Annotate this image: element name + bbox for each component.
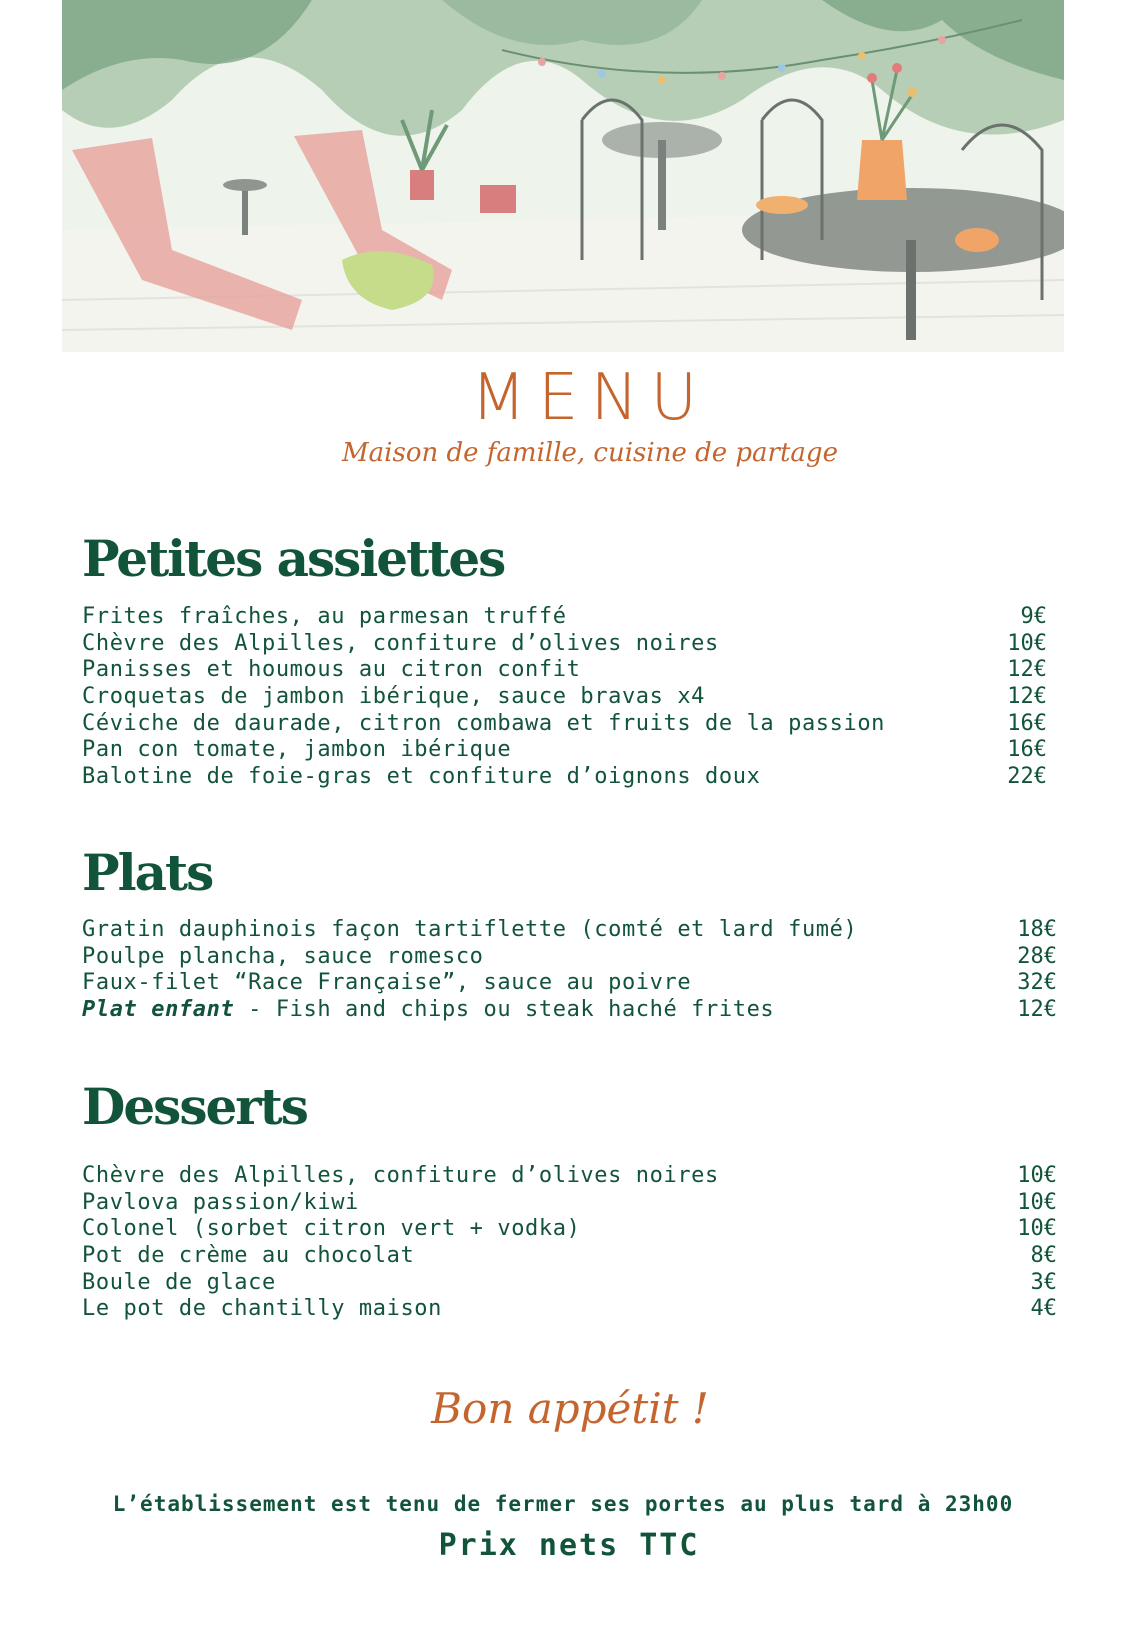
item-price: 18€ (1017, 917, 1057, 942)
item-price: 10€ (1017, 1163, 1057, 1188)
item-name (82, 997, 774, 1024)
item-name: Pot de crème au chocolat (82, 1243, 415, 1269)
section-petites-assiettes (82, 604, 1047, 791)
item-price: 16€ (1007, 710, 1047, 736)
item-price: 10€ (1017, 1216, 1057, 1242)
item-name: Le pot de chantilly maison (82, 1296, 442, 1322)
closing-notice: L’établissement est tenu de fermer ses portes au plus tard à 23h00 (112, 1492, 1014, 1516)
menu-item (82, 1243, 1057, 1270)
item-price: 8€ (1030, 1243, 1057, 1269)
menu-item (82, 1163, 1057, 1190)
item-price: 22€ (1007, 764, 1047, 790)
menu-item (82, 737, 1047, 764)
kids-description: - Fish and chips ou steak haché frites (234, 997, 775, 1023)
item-name: Céviche de daurade, citron combawa et fruits de la passion (82, 710, 886, 736)
menu-item (82, 684, 1047, 711)
menu-item (82, 1190, 1057, 1217)
menu-item (82, 604, 1047, 631)
menu-item (82, 1270, 1057, 1297)
item-price: 12€ (1017, 997, 1057, 1023)
item-price: 10€ (1017, 1189, 1057, 1215)
item-price: 32€ (1017, 970, 1057, 996)
hero-illustration (62, 0, 1064, 352)
section-title-plats: Plats (82, 843, 213, 902)
item-name: Faux-filet “Race Française”, sauce au poivre (82, 970, 692, 996)
menu-item (82, 631, 1047, 658)
menu-item (82, 657, 1047, 684)
item-name: Chèvre des Alpilles, confiture d’olives noires (82, 630, 719, 656)
item-name: Colonel (sorbet citron vert + vodka) (82, 1216, 581, 1242)
item-name: Gratin dauphinois façon tartiflette (comté et lard fumé) (82, 917, 858, 942)
menu-item (82, 1296, 1057, 1323)
menu-item (82, 944, 1057, 971)
prices-note: Prix nets TTC (438, 1528, 700, 1563)
item-name: Pan con tomate, jambon ibérique (82, 737, 512, 763)
item-price: 10€ (1007, 630, 1047, 656)
item-price: 12€ (1007, 657, 1047, 683)
item-name: Pavlova passion/kiwi (82, 1189, 359, 1215)
item-name: Panisses et houmous au citron confit (82, 657, 581, 683)
section-desserts (82, 1163, 1057, 1323)
item-name: Poulpe plancha, sauce romesco (82, 943, 484, 969)
item-price: 12€ (1007, 684, 1047, 710)
item-price: 16€ (1007, 737, 1047, 763)
menu-title: MENU (470, 361, 710, 435)
item-name: Balotine de foie-gras et confiture d’oignons doux (82, 764, 761, 790)
item-price: 28€ (1017, 943, 1057, 969)
menu-subtitle: Maison de famille, cuisine de partage (342, 438, 838, 468)
item-name: Frites fraîches, au parmesan truffé (82, 604, 567, 629)
item-name: Croquetas de jambon ibérique, sauce bravas x4 (82, 684, 706, 710)
menu-item (82, 1216, 1057, 1243)
menu-item (82, 970, 1057, 997)
item-price: 3€ (1030, 1269, 1057, 1295)
menu-item (82, 711, 1047, 738)
item-name: Boule de glace (82, 1269, 276, 1295)
kids-label: Plat enfant (82, 997, 235, 1023)
section-title-petites-assiettes: Petites assiettes (82, 529, 505, 588)
item-name: Chèvre des Alpilles, confiture d’olives noires (82, 1163, 719, 1188)
menu-item (82, 764, 1047, 791)
section-title-desserts: Desserts (82, 1077, 307, 1136)
menu-item-kids (82, 997, 1057, 1024)
item-price: 9€ (1020, 604, 1047, 629)
section-plats (82, 917, 1057, 1024)
bon-appetit-greeting: Bon appétit ! (431, 1384, 709, 1433)
item-price: 4€ (1030, 1296, 1057, 1322)
menu-item (82, 917, 1057, 944)
